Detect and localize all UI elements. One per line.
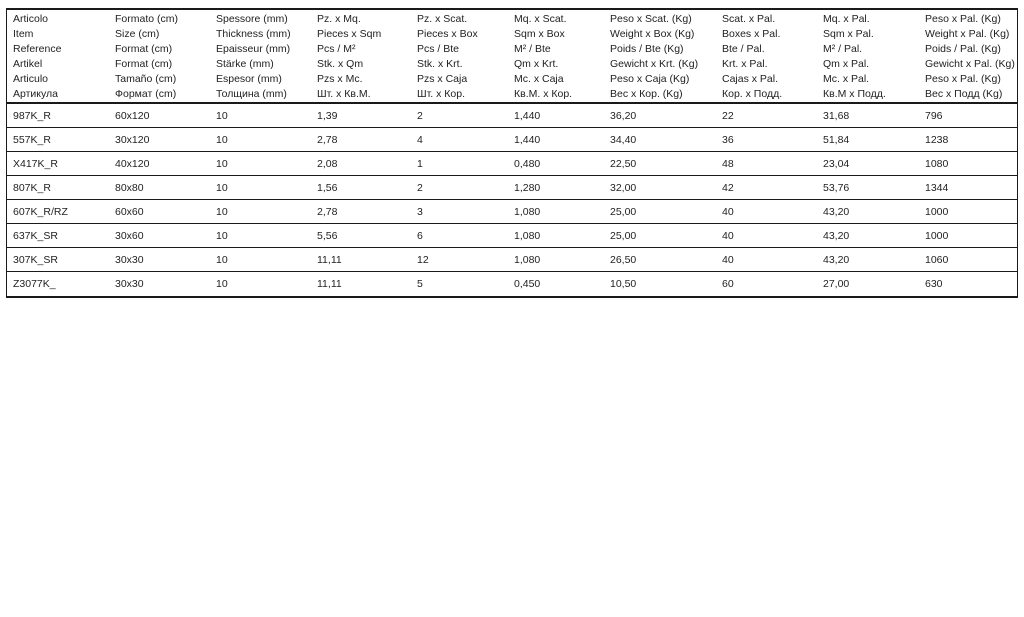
cell-pieces-per-sqm: 11,11 bbox=[317, 278, 342, 290]
header-weight-per-box bbox=[604, 10, 716, 102]
header-label: Кор. х Подд. bbox=[722, 88, 783, 100]
cell-weight-per-box: 26,50 bbox=[610, 253, 637, 266]
header-label: Format (cm) bbox=[115, 43, 173, 55]
table-row bbox=[7, 224, 1017, 248]
cell-pieces-per-box: 5 bbox=[417, 278, 423, 290]
cell-weight-per-pallet: 1238 bbox=[925, 133, 949, 146]
cell-thickness: 10 bbox=[216, 133, 228, 146]
header-label: Pieces x Box bbox=[417, 28, 478, 40]
header-label: Mc. x Caja bbox=[514, 73, 564, 85]
cell-boxes-per-pallet: 40 bbox=[722, 253, 734, 266]
cell-sqm-per-box: 1,440 bbox=[514, 109, 541, 122]
cell-weight-per-box: 25,00 bbox=[610, 229, 637, 242]
header-sqm-per-box bbox=[508, 10, 604, 102]
cell-article: 607K_R/RZ bbox=[13, 205, 68, 218]
cell-thickness: 10 bbox=[216, 157, 228, 170]
table-row bbox=[7, 248, 1017, 272]
cell-thickness: 10 bbox=[216, 278, 228, 290]
header-label: Weight x Pal. (Kg) bbox=[925, 28, 1010, 40]
cell-pieces-per-sqm: 1,39 bbox=[317, 109, 338, 122]
cell-boxes-per-pallet: 48 bbox=[722, 157, 734, 170]
product-spec-table bbox=[6, 8, 1018, 298]
header-label: Qm x Pal. bbox=[823, 58, 870, 70]
header-label: Pcs / Bte bbox=[417, 43, 460, 55]
cell-article: 307K_SR bbox=[13, 253, 58, 266]
cell-size: 30x30 bbox=[115, 278, 144, 290]
cell-weight-per-pallet: 796 bbox=[925, 109, 943, 122]
header-label: Articulo bbox=[13, 73, 49, 85]
cell-sqm-per-box: 1,080 bbox=[514, 205, 541, 218]
header-size bbox=[109, 10, 210, 102]
header-label: Шт. х Кор. bbox=[417, 88, 465, 100]
cell-weight-per-box: 32,00 bbox=[610, 181, 637, 194]
header-label: Mc. x Pal. bbox=[823, 73, 870, 85]
cell-pieces-per-box: 2 bbox=[417, 109, 423, 122]
cell-thickness: 10 bbox=[216, 229, 228, 242]
cell-article: 987K_R bbox=[13, 109, 51, 122]
cell-sqm-per-pallet: 43,20 bbox=[823, 229, 850, 242]
header-thickness bbox=[210, 10, 311, 102]
cell-weight-per-pallet: 1000 bbox=[925, 205, 949, 218]
header-label: Gewicht x Krt. (Kg) bbox=[610, 58, 699, 70]
header-label: Stk. x Qm bbox=[317, 58, 364, 70]
cell-pieces-per-sqm: 2,08 bbox=[317, 157, 338, 170]
header-label: Spessore (mm) bbox=[216, 13, 288, 25]
header-label: Sqm x Box bbox=[514, 28, 565, 40]
table-body bbox=[7, 104, 1017, 296]
header-label: Tamaño (cm) bbox=[115, 73, 177, 85]
cell-pieces-per-sqm: 2,78 bbox=[317, 133, 338, 146]
cell-boxes-per-pallet: 40 bbox=[722, 205, 734, 218]
header-label: Pzs x Caja bbox=[417, 73, 468, 85]
cell-weight-per-box: 10,50 bbox=[610, 278, 637, 290]
header-label: Шт. х Кв.М. bbox=[317, 88, 371, 100]
cell-boxes-per-pallet: 60 bbox=[722, 278, 734, 290]
cell-sqm-per-box: 1,080 bbox=[514, 253, 541, 266]
header-pieces-per-box bbox=[411, 10, 508, 102]
cell-pieces-per-box: 1 bbox=[417, 157, 423, 170]
cell-weight-per-box: 36,20 bbox=[610, 109, 637, 122]
cell-article: Z3077K_ bbox=[13, 278, 56, 290]
header-label: Weight x Box (Kg) bbox=[610, 28, 695, 40]
header-label: Peso x Scat. (Kg) bbox=[610, 13, 692, 25]
cell-sqm-per-pallet: 43,20 bbox=[823, 205, 850, 218]
cell-sqm-per-pallet: 43,20 bbox=[823, 253, 850, 266]
header-label: Size (cm) bbox=[115, 28, 160, 40]
header-label: Krt. x Pal. bbox=[722, 58, 768, 70]
header-label: Format (cm) bbox=[115, 58, 173, 70]
cell-sqm-per-pallet: 23,04 bbox=[823, 157, 850, 170]
header-label: Pcs / M² bbox=[317, 43, 356, 55]
cell-size: 40x120 bbox=[115, 157, 150, 170]
cell-boxes-per-pallet: 40 bbox=[722, 229, 734, 242]
cell-boxes-per-pallet: 42 bbox=[722, 181, 734, 194]
cell-weight-per-pallet: 1060 bbox=[925, 253, 949, 266]
cell-article: X417K_R bbox=[13, 157, 58, 170]
header-label: Thickness (mm) bbox=[216, 28, 291, 40]
cell-thickness: 10 bbox=[216, 253, 228, 266]
header-label: Stärke (mm) bbox=[216, 58, 274, 70]
header-label: Вес х Подд (Kg) bbox=[925, 88, 1003, 100]
cell-thickness: 10 bbox=[216, 109, 228, 122]
header-sqm-per-pallet bbox=[817, 10, 919, 102]
header-label: Poids / Pal. (Kg) bbox=[925, 43, 1001, 55]
header-article bbox=[7, 10, 109, 102]
header-label: Mq. x Scat. bbox=[514, 13, 567, 25]
cell-weight-per-pallet: 630 bbox=[925, 278, 943, 290]
header-label: Pz. x Scat. bbox=[417, 13, 468, 25]
cell-article: 807K_R bbox=[13, 181, 51, 194]
cell-thickness: 10 bbox=[216, 181, 228, 194]
cell-sqm-per-pallet: 53,76 bbox=[823, 181, 850, 194]
header-label: Scat. x Pal. bbox=[722, 13, 776, 25]
header-pieces-per-sqm bbox=[311, 10, 411, 102]
table-row bbox=[7, 104, 1017, 128]
cell-weight-per-box: 22,50 bbox=[610, 157, 637, 170]
cell-sqm-per-pallet: 51,84 bbox=[823, 133, 850, 146]
cell-sqm-per-pallet: 31,68 bbox=[823, 109, 850, 122]
cell-pieces-per-box: 12 bbox=[417, 253, 429, 266]
header-label: Кв.М. х Кор. bbox=[514, 88, 573, 100]
cell-pieces-per-sqm: 5,56 bbox=[317, 229, 338, 242]
cell-boxes-per-pallet: 22 bbox=[722, 109, 734, 122]
cell-size: 30x60 bbox=[115, 229, 144, 242]
header-boxes-per-pallet bbox=[716, 10, 817, 102]
table-row bbox=[7, 152, 1017, 176]
cell-pieces-per-box: 3 bbox=[417, 205, 423, 218]
cell-size: 80x80 bbox=[115, 181, 144, 194]
header-label: Boxes x Pal. bbox=[722, 28, 781, 40]
cell-thickness: 10 bbox=[216, 205, 228, 218]
header-label: M² / Pal. bbox=[823, 43, 863, 55]
header-label: Артикула bbox=[13, 88, 58, 100]
cell-weight-per-pallet: 1000 bbox=[925, 229, 949, 242]
header-label: M² / Bte bbox=[514, 43, 551, 55]
header-label: Item bbox=[13, 28, 34, 40]
cell-size: 60x60 bbox=[115, 205, 144, 218]
cell-pieces-per-sqm: 2,78 bbox=[317, 205, 338, 218]
cell-pieces-per-box: 2 bbox=[417, 181, 423, 194]
header-label: Pieces x Sqm bbox=[317, 28, 382, 40]
header-label: Qm x Krt. bbox=[514, 58, 559, 70]
header-label: Mq. x Pal. bbox=[823, 13, 870, 25]
header-label: Pzs x Mc. bbox=[317, 73, 363, 85]
header-label: Peso x Pal. (Kg) bbox=[925, 73, 1001, 85]
header-label: Espesor (mm) bbox=[216, 73, 282, 85]
table-row bbox=[7, 272, 1017, 296]
table-header-row bbox=[7, 10, 1017, 104]
cell-boxes-per-pallet: 36 bbox=[722, 133, 734, 146]
cell-weight-per-box: 25,00 bbox=[610, 205, 637, 218]
header-label: Articolo bbox=[13, 13, 49, 25]
cell-weight-per-pallet: 1080 bbox=[925, 157, 949, 170]
cell-size: 60x120 bbox=[115, 109, 150, 122]
header-label: Formato (cm) bbox=[115, 13, 178, 25]
header-label: Pz. x Mq. bbox=[317, 13, 361, 25]
header-label: Peso x Caja (Kg) bbox=[610, 73, 690, 85]
cell-article: 637K_SR bbox=[13, 229, 58, 242]
header-weight-per-pallet bbox=[919, 10, 1017, 102]
table-row bbox=[7, 200, 1017, 224]
cell-pieces-per-sqm: 11,11 bbox=[317, 253, 342, 266]
cell-sqm-per-box: 1,440 bbox=[514, 133, 541, 146]
cell-weight-per-box: 34,40 bbox=[610, 133, 637, 146]
cell-sqm-per-box: 1,280 bbox=[514, 181, 541, 194]
cell-size: 30x120 bbox=[115, 133, 150, 146]
table-row bbox=[7, 176, 1017, 200]
header-label: Epaisseur (mm) bbox=[216, 43, 291, 55]
header-label: Толщина (mm) bbox=[216, 88, 287, 100]
header-label: Bte / Pal. bbox=[722, 43, 765, 55]
cell-sqm-per-box: 1,080 bbox=[514, 229, 541, 242]
header-label: Artikel bbox=[13, 58, 43, 70]
cell-sqm-per-pallet: 27,00 bbox=[823, 278, 850, 290]
table-row bbox=[7, 128, 1017, 152]
cell-pieces-per-sqm: 1,56 bbox=[317, 181, 338, 194]
cell-weight-per-pallet: 1344 bbox=[925, 181, 949, 194]
cell-pieces-per-box: 4 bbox=[417, 133, 423, 146]
cell-pieces-per-box: 6 bbox=[417, 229, 423, 242]
header-label: Reference bbox=[13, 43, 62, 55]
header-label: Gewicht x Pal. (Kg) bbox=[925, 58, 1015, 70]
header-label: Формат (cm) bbox=[115, 88, 177, 100]
cell-sqm-per-box: 0,480 bbox=[514, 157, 541, 170]
cell-sqm-per-box: 0,450 bbox=[514, 278, 541, 290]
header-label: Sqm x Pal. bbox=[823, 28, 874, 40]
header-label: Кв.М х Подд. bbox=[823, 88, 886, 100]
cell-article: 557K_R bbox=[13, 133, 51, 146]
header-label: Poids / Bte (Kg) bbox=[610, 43, 684, 55]
header-label: Cajas x Pal. bbox=[722, 73, 779, 85]
cell-size: 30x30 bbox=[115, 253, 144, 266]
header-label: Peso x Pal. (Kg) bbox=[925, 13, 1001, 25]
header-label: Вес х Кор. (Kg) bbox=[610, 88, 683, 100]
header-label: Stk. x Krt. bbox=[417, 58, 463, 70]
